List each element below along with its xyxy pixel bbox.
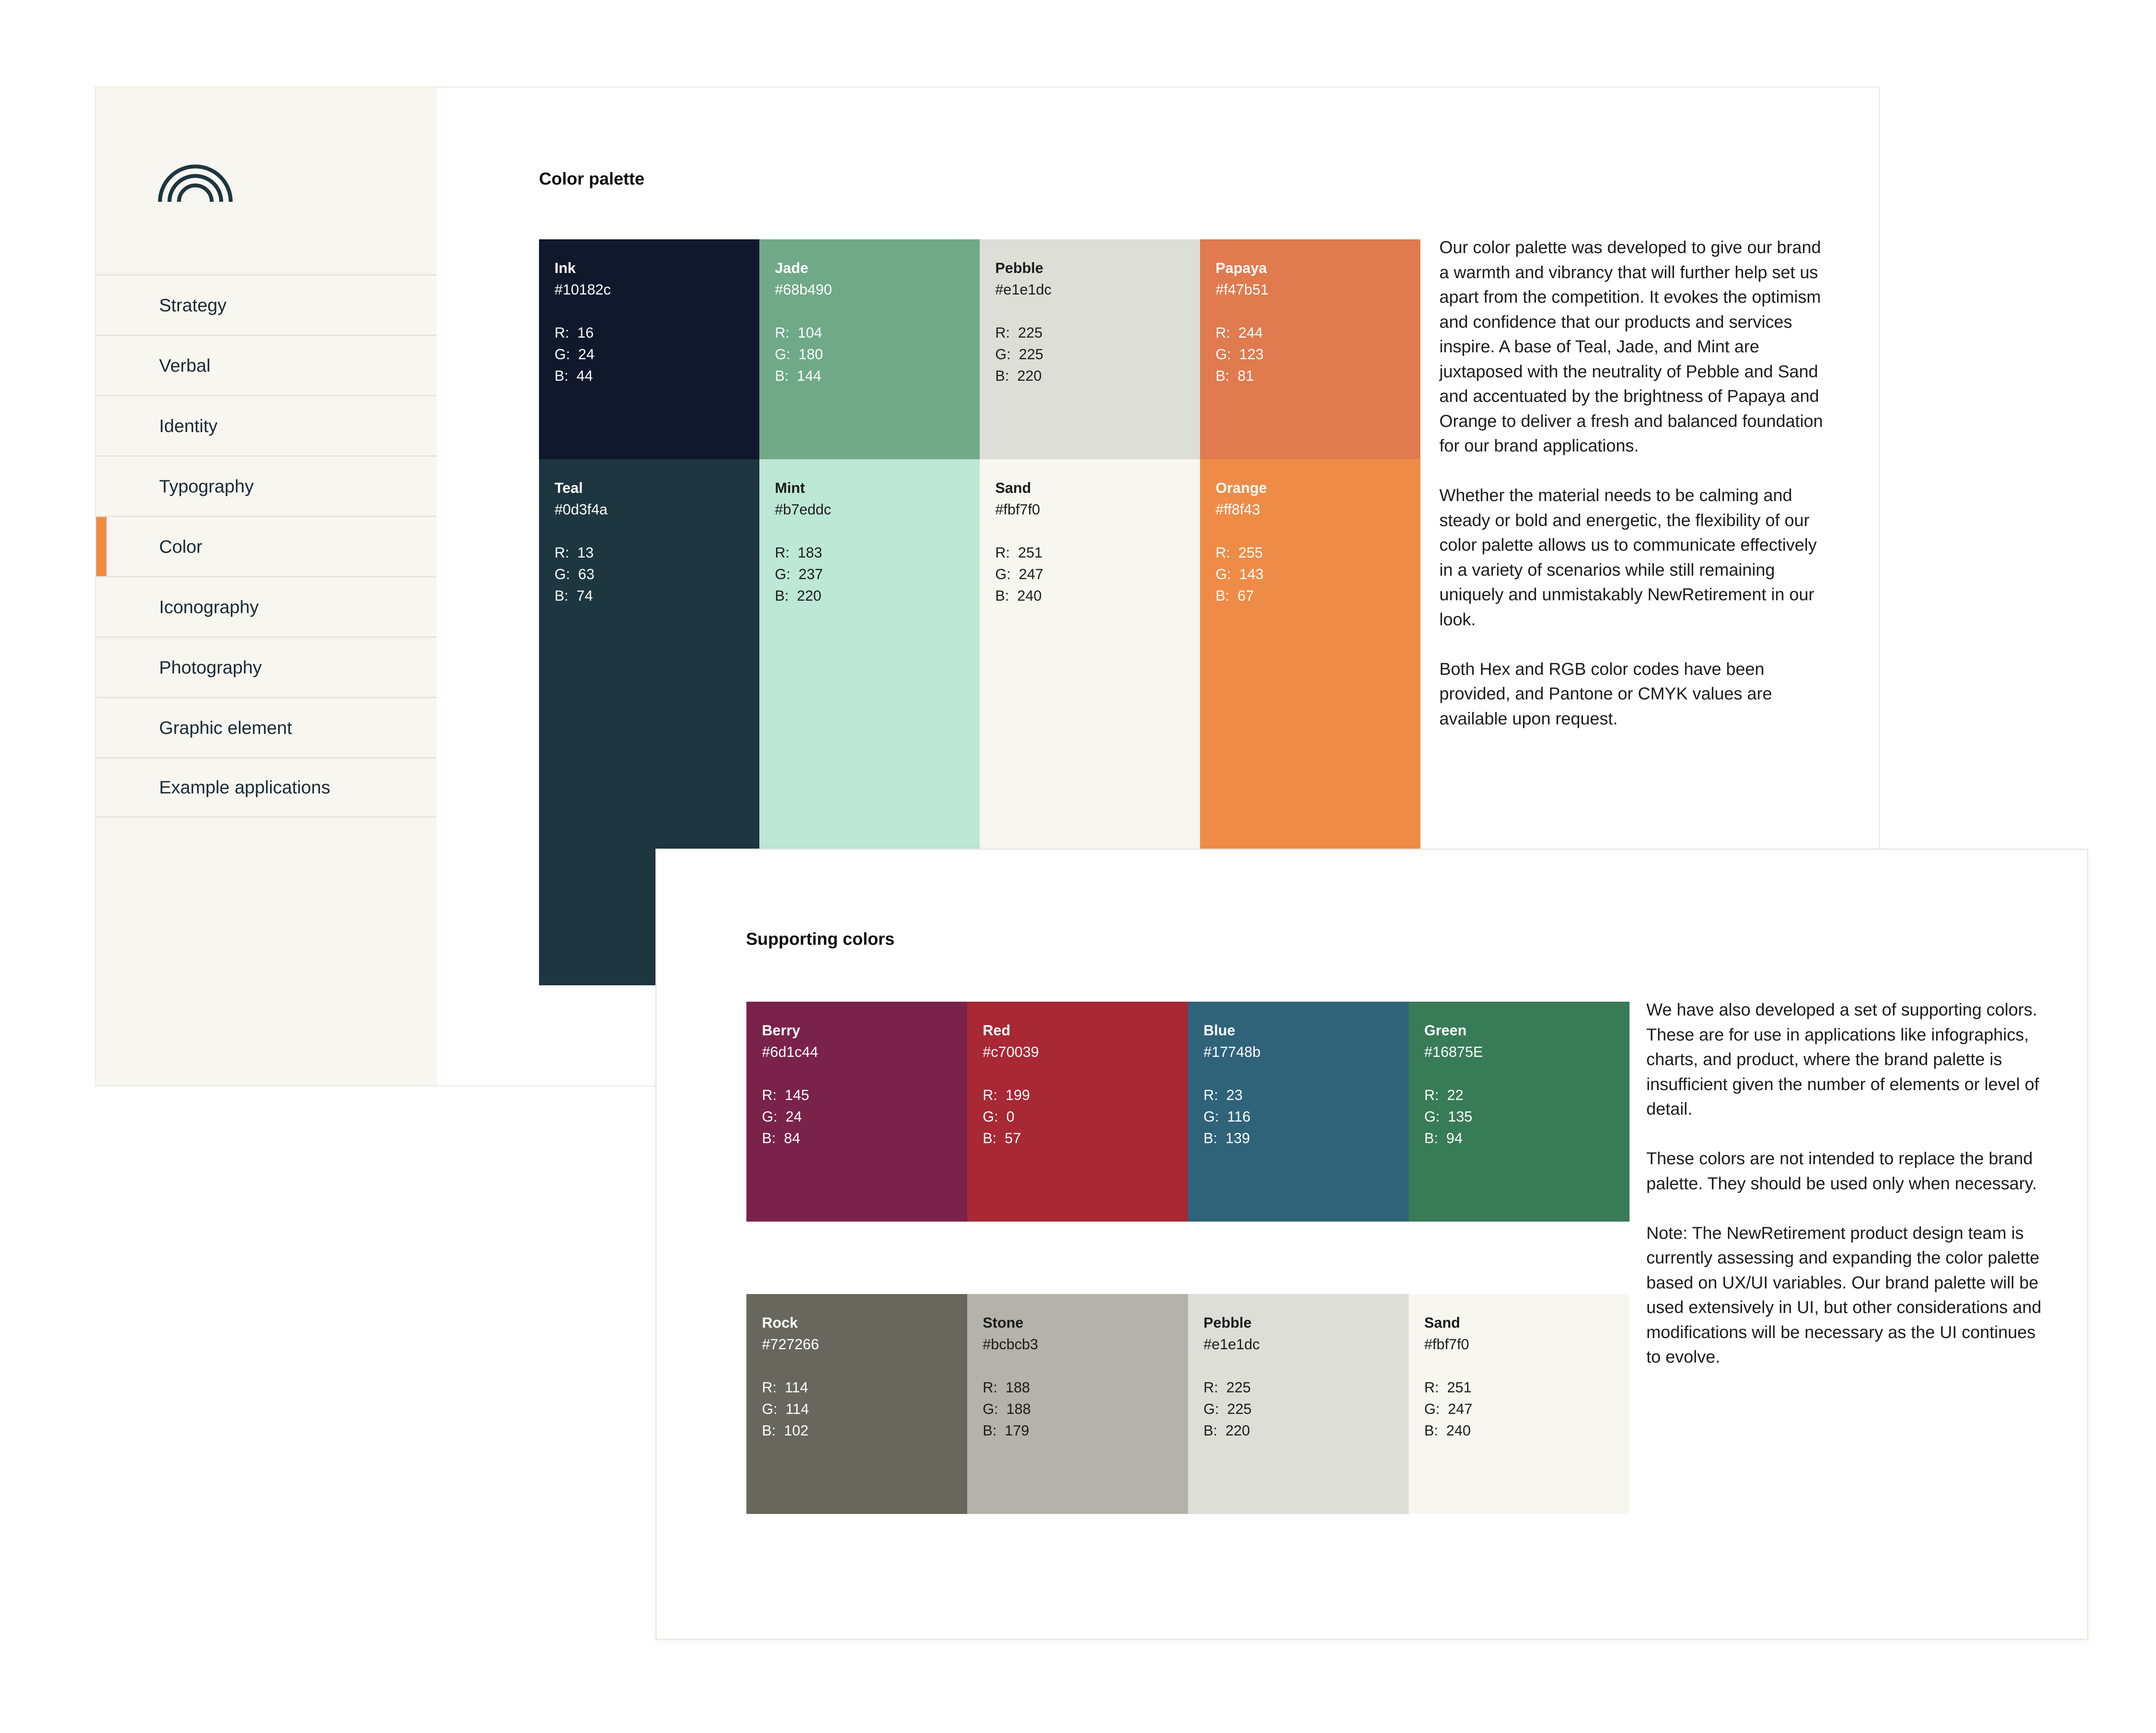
swatch-b: B: 81 [1216, 368, 1254, 384]
swatch-hex: #e1e1dc [1203, 1336, 1260, 1353]
swatch-name: Pebble [995, 260, 1044, 276]
swatch-hex: #727266 [762, 1336, 819, 1353]
swatch-hex: #6d1c44 [762, 1044, 818, 1060]
swatch-r: R: 183 [775, 545, 822, 561]
swatch-hex: #ff8f43 [1216, 501, 1260, 518]
swatch-r: R: 145 [762, 1087, 809, 1103]
supporting-swatch-stone [967, 1294, 1188, 1514]
supporting-colors-page [655, 849, 2088, 1640]
swatch-g: G: 114 [762, 1401, 809, 1417]
palette-swatch-pebble [980, 239, 1200, 459]
supporting-colors-title: Supporting colors [746, 930, 895, 949]
color-palette-description [1439, 235, 1830, 731]
swatch-name: Teal [555, 480, 583, 496]
swatch-b: B: 67 [1216, 588, 1254, 604]
supporting-colors-row-1 [746, 1002, 1630, 1222]
swatch-name: Green [1424, 1022, 1467, 1039]
swatch-hex: #e1e1dc [995, 282, 1052, 298]
swatch-g: G: 237 [775, 566, 823, 583]
swatch-name: Blue [1203, 1022, 1235, 1039]
swatch-b: B: 44 [555, 368, 593, 384]
swatch-name: Stone [983, 1315, 1024, 1331]
nav-item-typography[interactable]: Typography [96, 455, 437, 516]
swatch-b: B: 240 [1424, 1423, 1471, 1439]
swatch-name: Ink [555, 260, 576, 276]
swatch-b: B: 220 [1203, 1423, 1250, 1439]
swatch-b: B: 220 [995, 368, 1042, 384]
supporting-swatch-pebble [1188, 1294, 1409, 1514]
swatch-r: R: 244 [1216, 325, 1263, 341]
swatch-g: G: 63 [555, 566, 595, 583]
swatch-r: R: 114 [762, 1379, 808, 1396]
sidebar [96, 88, 437, 1085]
nav-item-identity[interactable]: Identity [96, 395, 437, 455]
description-paragraph: Note: The NewRetirement product design team is currently assessing and expanding the color palette based on UX/UI variables. Our brand palette will be used extensively in UI, but other considerations and modifications will be necessary as the UI continues to evolve. [1646, 1223, 2042, 1366]
palette-swatch-papaya [1200, 239, 1420, 459]
nav-item-graphic-element[interactable]: Graphic element [96, 697, 437, 757]
swatch-hex: #17748b [1203, 1044, 1261, 1060]
nav-item-verbal[interactable]: Verbal [96, 335, 437, 395]
palette-swatch-jade [759, 239, 980, 459]
swatch-r: R: 13 [555, 545, 594, 561]
swatch-hex: #bcbcb3 [983, 1336, 1038, 1353]
swatch-g: G: 143 [1216, 566, 1264, 583]
swatch-name: Mint [775, 480, 805, 496]
nav-item-photography[interactable]: Photography [96, 636, 437, 697]
description-paragraph: Whether the material needs to be calming and steady or bold and energetic, the flexibility of our color palette allows us to communicate effectively in a variety of scenarios while still remaining uniquely and unmistakably NewRetirement in our look. [1439, 486, 1817, 629]
swatch-hex: #f47b51 [1216, 282, 1269, 298]
swatch-g: G: 0 [983, 1109, 1015, 1125]
swatch-r: R: 255 [1216, 545, 1263, 561]
swatch-r: R: 199 [983, 1087, 1030, 1103]
swatch-g: G: 24 [762, 1109, 802, 1125]
supporting-swatch-sand [1409, 1294, 1630, 1514]
swatch-g: G: 116 [1203, 1109, 1251, 1125]
sidebar-nav [96, 274, 437, 818]
description-paragraph: We have also developed a set of supporting colors. These are for use in applications like infographics, charts, and product, where the brand palette is insufficient given the number of elements or level of detail. [1646, 1000, 2039, 1119]
supporting-swatch-green [1409, 1002, 1630, 1222]
description-paragraph: Both Hex and RGB color codes have been provided, and Pantone or CMYK values are available upon request. [1439, 659, 1772, 728]
swatch-g: G: 188 [983, 1401, 1031, 1417]
swatch-b: B: 144 [775, 368, 821, 384]
swatch-name: Red [983, 1022, 1011, 1039]
swatch-name: Sand [1424, 1315, 1460, 1331]
swatch-name: Orange [1216, 480, 1267, 496]
supporting-swatch-red [967, 1002, 1188, 1222]
nav-item-color[interactable]: Color [96, 516, 437, 576]
swatch-g: G: 225 [1203, 1401, 1252, 1417]
swatch-hex: #fbf7f0 [1424, 1336, 1469, 1353]
swatch-name: Rock [762, 1315, 798, 1331]
supporting-swatch-berry [746, 1002, 967, 1222]
swatch-b: B: 94 [1424, 1130, 1463, 1147]
swatch-hex: #0d3f4a [555, 501, 608, 518]
swatch-g: G: 180 [775, 346, 823, 363]
supporting-colors-row-2 [746, 1294, 1630, 1514]
swatch-name: Berry [762, 1022, 800, 1039]
description-paragraph: Our color palette was developed to give our brand a warmth and vibrancy that will further help set us apart from the competition. It evokes the optimism and confidence that our products and services inspire. A base of Teal, Jade, and Mint are juxtaposed with the neutrality of Pebble and Sand and accentuated by the brightness of Papaya and Orange to deliver a fresh and balanced foundation for our brand applications. [1439, 238, 1823, 455]
swatch-hex: #16875E [1424, 1044, 1483, 1060]
swatch-b: B: 220 [775, 588, 821, 604]
swatch-r: R: 225 [995, 325, 1043, 341]
swatch-r: R: 251 [1424, 1379, 1472, 1396]
swatch-b: B: 179 [983, 1423, 1029, 1439]
swatch-g: G: 24 [555, 346, 595, 363]
swatch-b: B: 139 [1203, 1130, 1250, 1147]
swatch-hex: #fbf7f0 [995, 501, 1040, 518]
swatch-hex: #68b490 [775, 282, 832, 298]
swatch-g: G: 225 [995, 346, 1044, 363]
swatch-b: B: 84 [762, 1130, 800, 1147]
swatch-hex: #10182c [555, 282, 611, 298]
swatch-r: R: 23 [1203, 1087, 1243, 1103]
supporting-swatch-rock [746, 1294, 967, 1514]
swatch-b: B: 240 [995, 588, 1042, 604]
swatch-r: R: 16 [555, 325, 594, 341]
description-paragraph: These colors are not intended to replace the brand palette. They should be used only when necessary. [1646, 1149, 2037, 1193]
swatch-b: B: 57 [983, 1130, 1021, 1147]
color-palette-title: Color palette [539, 169, 645, 188]
swatch-g: G: 135 [1424, 1109, 1473, 1125]
supporting-swatch-blue [1188, 1002, 1409, 1222]
swatch-name: Jade [775, 260, 808, 276]
nav-item-iconography[interactable]: Iconography [96, 576, 437, 636]
swatch-g: G: 247 [1424, 1401, 1473, 1417]
swatch-r: R: 22 [1424, 1087, 1463, 1103]
swatch-name: Papaya [1216, 260, 1267, 276]
supporting-colors-description [1646, 998, 2047, 1370]
palette-swatch-ink [539, 239, 759, 459]
swatch-b: B: 74 [555, 588, 593, 604]
swatch-hex: #b7eddc [775, 501, 831, 518]
swatch-r: R: 104 [775, 325, 822, 341]
nav-item-example-applications[interactable]: Example applications [96, 757, 437, 818]
rainbow-logo-icon [157, 161, 234, 208]
swatch-r: R: 188 [983, 1379, 1030, 1396]
swatch-b: B: 102 [762, 1423, 808, 1439]
swatch-r: R: 251 [995, 545, 1043, 561]
swatch-g: G: 247 [995, 566, 1044, 583]
swatch-hex: #c70039 [983, 1044, 1039, 1060]
swatch-g: G: 123 [1216, 346, 1264, 363]
swatch-name: Pebble [1203, 1315, 1252, 1331]
swatch-name: Sand [995, 480, 1031, 496]
nav-item-strategy[interactable]: Strategy [96, 274, 437, 335]
swatch-r: R: 225 [1203, 1379, 1251, 1396]
